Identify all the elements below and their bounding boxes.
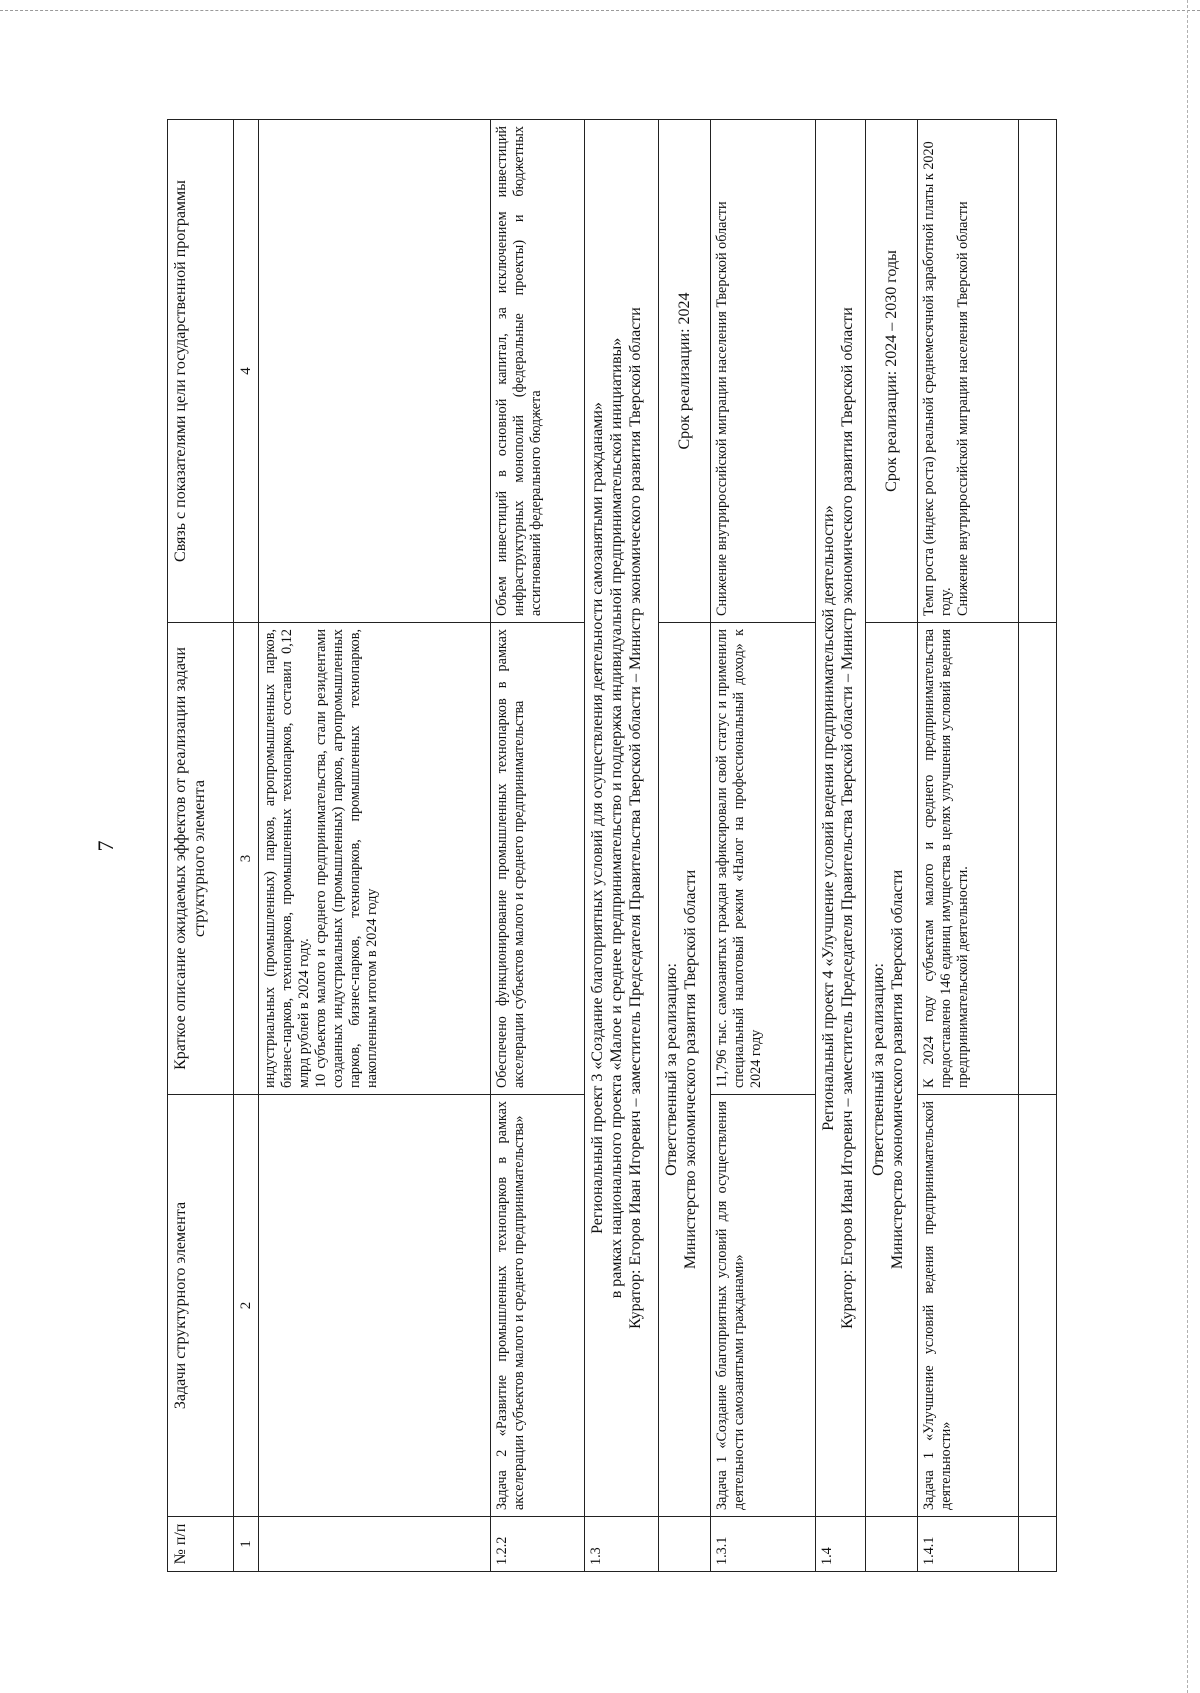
row-number: 1.2.2 <box>491 1517 585 1572</box>
scan-edge-right <box>1187 0 1188 1693</box>
project-row-1-3 <box>585 120 659 1572</box>
table-row-1-4-1 <box>918 120 1019 1572</box>
task-cell: Задача 1 «Создание благоприятных условий для осуществления деятельности самозанятыми гражданами» <box>711 1095 816 1517</box>
header-num: № п/п <box>168 1517 234 1572</box>
col-number-1: 1 <box>234 1517 259 1572</box>
page-number: 7 <box>93 840 118 852</box>
project-4-details-row <box>866 120 918 1572</box>
project-4-header: Региональный проект 4 «Улучшение условий ведения предпринимательской деятельности» Куратор: Егоров Иван Игоревич – заместитель Председателя Правительства Тверской области – Министр экономического развития Тверской области <box>816 120 866 1517</box>
header-link: Связь с показателями цели государственной программы <box>168 120 234 623</box>
row-number: 1.4 <box>816 1517 866 1572</box>
effect-cell: Обеспечено функционирование промышленных технопарков в рамках акселерации субъектов малого и среднего предпринимательства <box>491 623 585 1095</box>
scan-edge-top <box>0 10 1200 11</box>
col-number-2: 2 <box>234 1095 259 1517</box>
column-numbers-row <box>234 120 259 1572</box>
project-4-period: Срок реализации: 2024 – 2030 годы <box>866 120 918 623</box>
col-number-3: 3 <box>234 623 259 1095</box>
effect-cell: К 2024 году субъектам малого и среднего предпринимательства предоставлено 146 единиц имущества в целях улучшения условий ведения предпринимательской деятельности. <box>918 623 1019 1095</box>
project-4-responsible: Ответственный за реализацию: Министерство экономического развития Тверской области <box>866 623 918 1517</box>
header-row <box>168 120 234 1572</box>
rotated-table-wrapper <box>167 120 1057 1572</box>
table-row-1-2-2 <box>491 120 585 1572</box>
table-row-1-3-1 <box>711 120 816 1572</box>
col-number-4: 4 <box>234 120 259 623</box>
row-number: 1.3 <box>585 1517 659 1572</box>
project-3-details-row <box>659 120 711 1572</box>
row-number: 1.3.1 <box>711 1517 816 1572</box>
task-cell: Задача 1 «Улучшение условий ведения предпринимательской деятельности» <box>918 1095 1019 1517</box>
table-filler-row <box>1019 120 1057 1572</box>
effect-cell: 11,796 тыс. самозанятых граждан зафиксировали свой статус и применили специальный налоговый режим «Налог на профессиональный доход» к 2024 году <box>711 623 816 1095</box>
link-cell: Снижение внутрироссийской миграции населения Тверской области <box>711 120 816 623</box>
project-3-header: Региональный проект 3 «Создание благоприятных условий для осуществления деятельности самозанятыми гражданами» в рамках национального проекта «Малое и среднее предпринимательство и поддержка индивидуальной предпринимательской инициативы» Куратор: Егоров Иван Игоревич – заместитель Председателя Правительства Тверской области – Министр экономического развития Тверской области <box>585 120 659 1517</box>
project-row-1-4 <box>816 120 866 1572</box>
header-tasks: Задачи структурного элемента <box>168 1095 234 1517</box>
table-row-continuation <box>259 120 491 1572</box>
link-cell: Объем инвестиций в основной капитал, за исключением инвестиций инфраструктурных монополий (федеральные проекты) и бюджетных ассигнований федерального бюджета <box>491 120 585 623</box>
project-3-responsible: Ответственный за реализацию: Министерство экономического развития Тверской области <box>659 623 711 1517</box>
header-effects: Краткое описание ожидаемых эффектов от реализации задачи структурного элемента <box>168 623 234 1095</box>
link-cell: Темп роста (индекс роста) реальной среднемесячной заработной платы к 2020 году. Снижение внутрироссийской миграции населения Тверской области <box>918 120 1019 623</box>
program-table <box>167 119 1057 1572</box>
row-number: 1.4.1 <box>918 1517 1019 1572</box>
task-cell: Задача 2 «Развитие промышленных технопарков в рамках акселерации субъектов малого и среднего предпринимательства» <box>491 1095 585 1517</box>
continuation-effects: индустриальных (промышленных) парков, агропромышленных парков, бизнес-парков, технопарков, промышленных технопарков, составил 0,12 млрд рублей в 2024 году. 10 субъектов малого и среднего предпринимательства, стали резидентами созданных индустриальных (промышленных) парков, агропромышленных парков, бизнес-парков, технопарков, промышленных технопарков, накопленным итогом в 2024 году <box>259 623 491 1095</box>
project-3-period: Срок реализации: 2024 <box>659 120 711 623</box>
